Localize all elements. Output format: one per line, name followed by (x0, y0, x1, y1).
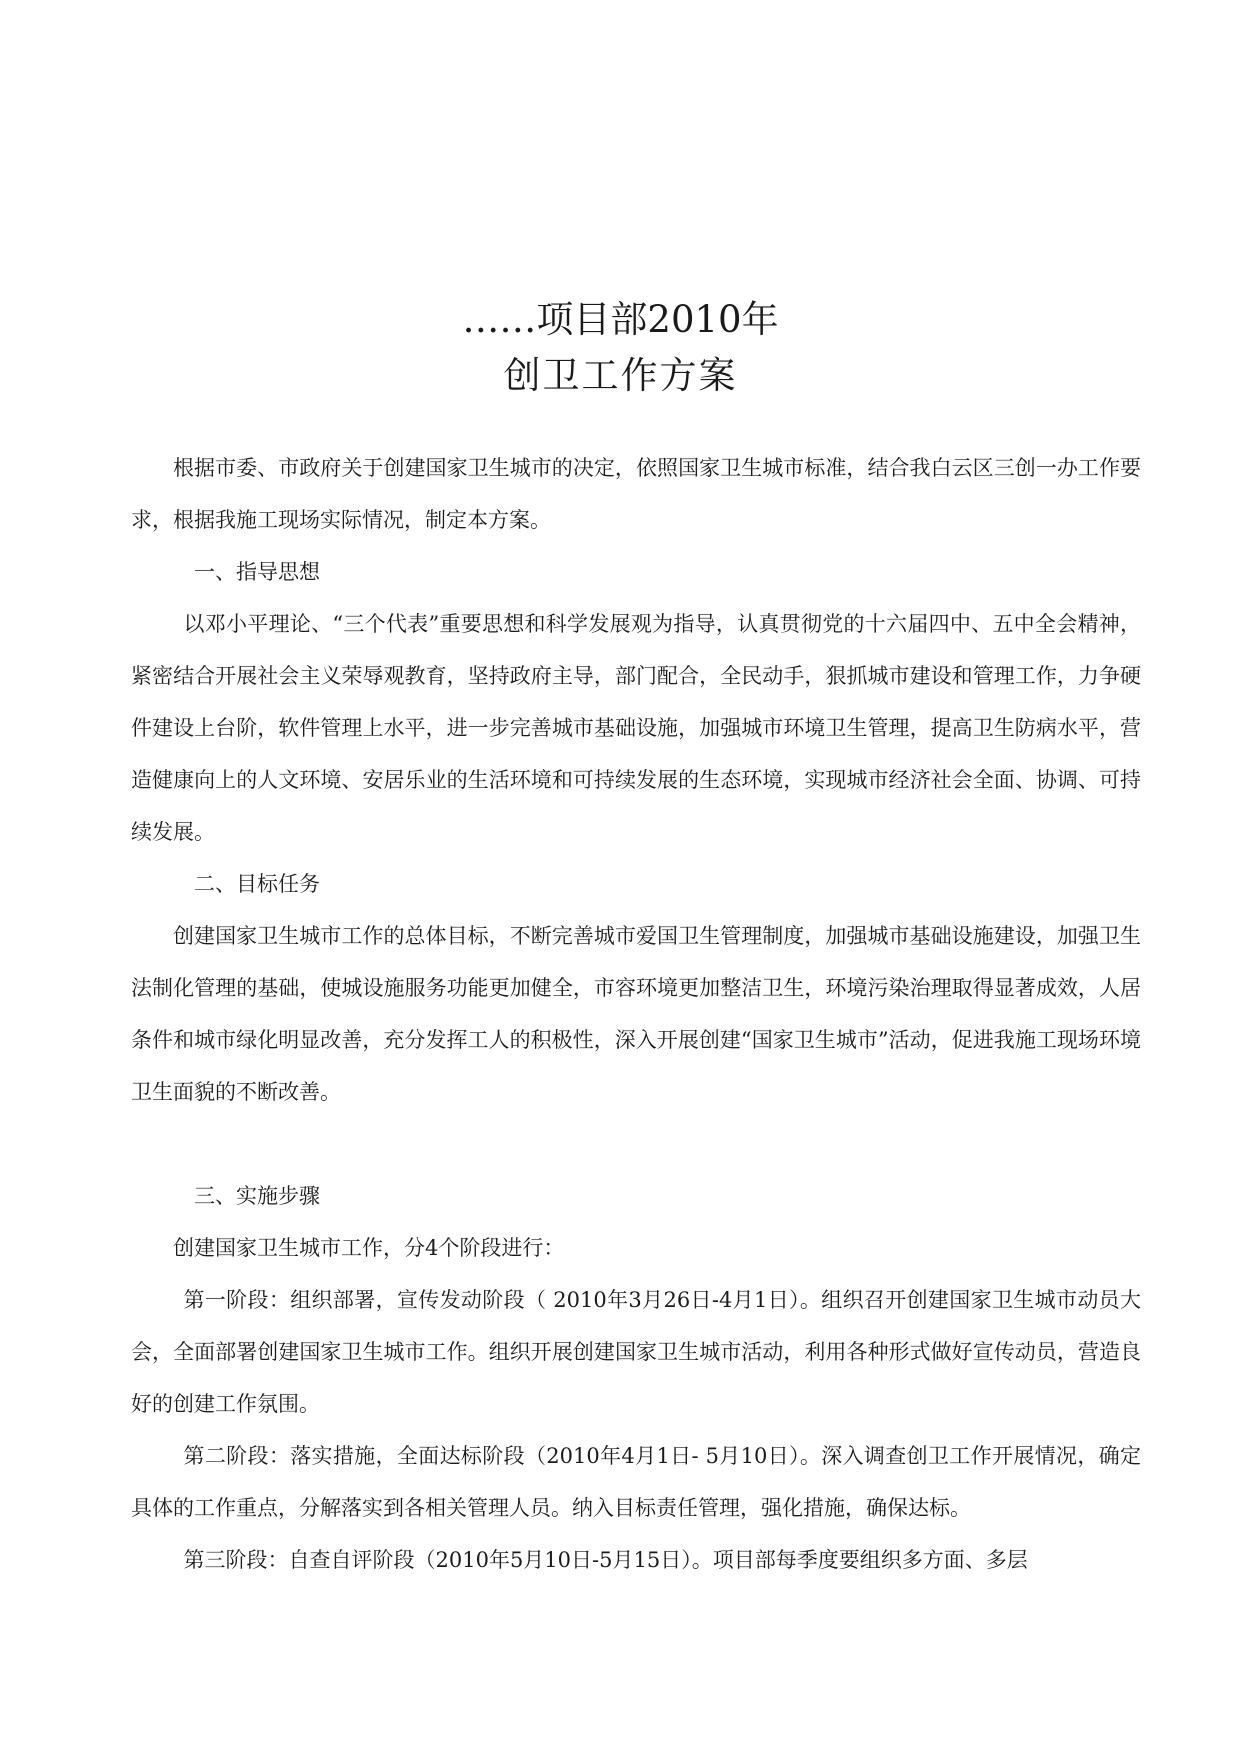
document-body (131, 442, 1141, 1586)
section-3-paragraph-2: 第一阶段：组织部署，宣传发动阶段（ 2010年3月26日-4月1日）。组织召开创建国家卫生城市动员大会，全面部署创建国家卫生城市工作。组织开展创建国家卫生城市活动，利用各种形式做好宣传动员，营造良好的创建工作氛围。 (131, 1288, 1141, 1416)
intro-paragraph: 根据市委、市政府关于创建国家卫生城市的决定，依照国家卫生城市标准，结合我白云区三创一办工作要求，根据我施工现场实际情况，制定本方案。 (131, 456, 1141, 532)
document-title-line-2: 创卫工作方案 (503, 354, 738, 397)
section-heading-1: 一、指导思想 (194, 560, 320, 584)
section-2-paragraph-1: 创建国家卫生城市工作的总体目标，不断完善城市爱国卫生管理制度，加强城市基础设施建设，加强卫生法制化管理的基础，使城设施服务功能更加健全，市容环境更加整洁卫生，环境污染治理取得显著成效，人居条件和城市绿化明显改善，充分发挥工人的积极性，深入开展创建“国家卫生城市”活动，促进我施工现场环境卫生面貌的不断改善。 (131, 924, 1141, 1104)
section-heading-3: 三、实施步骤 (194, 1184, 320, 1208)
section-heading-2: 二、目标任务 (194, 872, 320, 896)
document-title-line-1: ……项目部2010年 (462, 298, 779, 341)
blank-line (131, 1118, 1141, 1170)
section-3-paragraph-4: 第三阶段：自查自评阶段（2010年5月10日-5月15日）。项目部每季度要组织多方面、多层 (183, 1548, 1028, 1572)
section-3-paragraph-1: 创建国家卫生城市工作，分4个阶段进行： (173, 1236, 565, 1260)
section-3-paragraph-3: 第二阶段：落实措施，全面达标阶段（2010年4月1日- 5月10日）。深入调查创卫工作开展情况，确定具体的工作重点，分解落实到各相关管理人员。纳入目标责任管理，强化措施，确保达标。 (131, 1444, 1141, 1520)
section-1-paragraph-1: 以邓小平理论、“三个代表”重要思想和科学发展观为指导，认真贯彻党的十六届四中、五中全会精神，紧密结合开展社会主义荣辱观教育，坚持政府主导，部门配合，全民动手，狠抓城市建设和管理工作，力争硬件建设上台阶，软件管理上水平，进一步完善城市基础设施，加强城市环境卫生管理，提高卫生防病水平，营造健康向上的人文环境、安居乐业的生活环境和可持续发展的生态环境，实现城市经济社会全面、协调、可持续发展。 (131, 612, 1141, 844)
